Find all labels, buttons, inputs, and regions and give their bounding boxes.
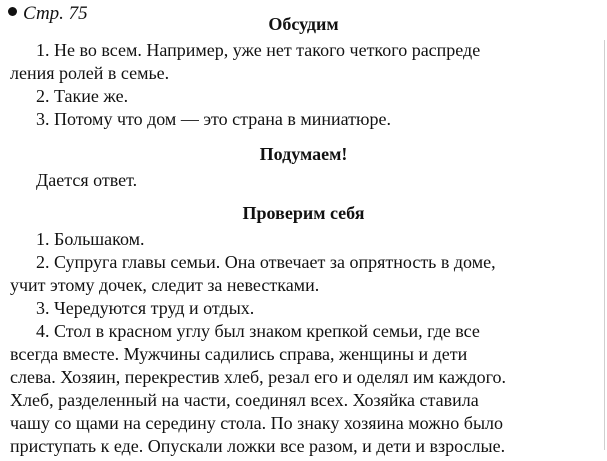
text-line: 1. Не во всем. Например, уже нет такого четкого распреде [36,40,481,60]
text-line: слева. Хозяин, перекрестив хлеб, резал его и оделял им каждого. [10,367,507,387]
section-heading-think: Подумаем! [259,144,348,164]
page-reference-text: Стр. 75 [23,3,88,24]
text-line: Дается ответ. [36,170,138,190]
text-line: 3. Чередуются труд и отдых. [36,298,255,318]
text-line: всегда вместе. Мужчины садились справа, женщины и дети [10,344,468,364]
text-line: приступать к еде. Опускали ложки все разом, и дети и взрослые. [10,436,506,456]
text-line: ления ролей в семье. [10,63,170,83]
text-line: чашу со щами на середину стола. По знаку хозяина можно было [10,413,504,433]
section-heading-discuss: Обсудим [268,14,339,34]
text-line: 3. Потому что дом — это страна в миниатюре. [36,109,391,129]
text-line: 1. Большаком. [36,229,145,249]
text-line: учит этому дочек, следит за невестками. [10,275,320,295]
text-line: 4. Стол в красном углу был знаком крепкой семьи, где все [36,321,480,341]
text-line: Хлеб, разделенный на части, соединял всех. Хозяйка ставила [10,390,479,410]
section-heading-check-yourself: Проверим себя [242,203,365,223]
text-line: 2. Супруга главы семьи. Она отвечает за опрятность в доме, [36,252,496,272]
page-edge-divider [601,40,605,450]
text-line: 2. Такие же. [36,86,129,106]
